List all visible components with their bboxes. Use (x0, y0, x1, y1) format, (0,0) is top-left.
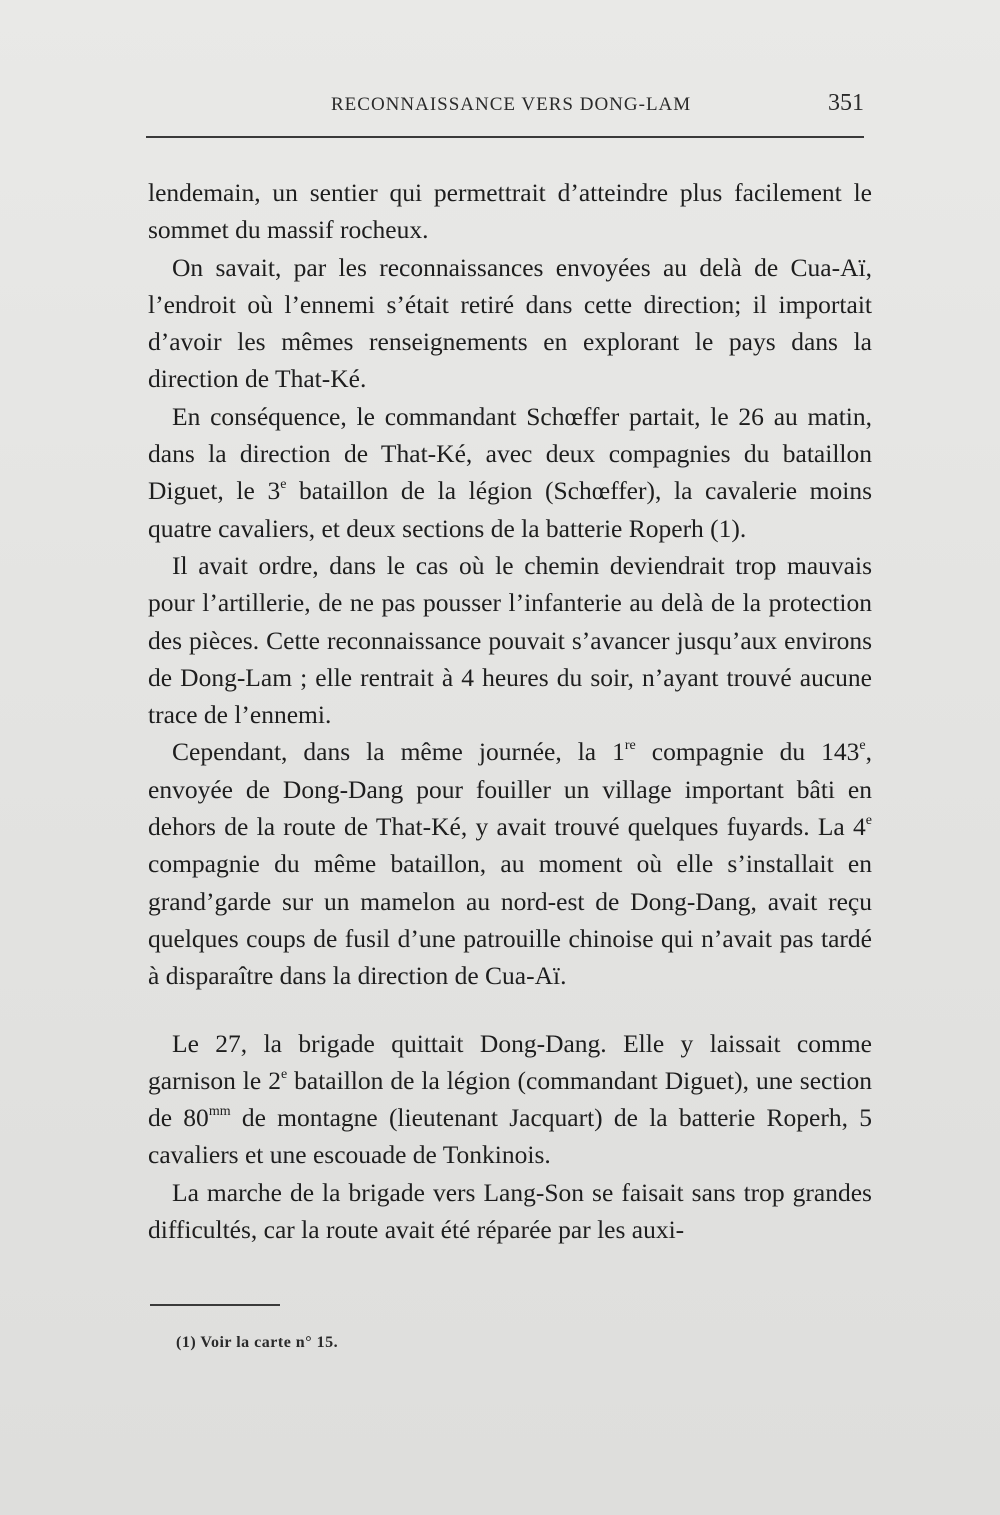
paragraph (148, 1025, 872, 1174)
superscript: e (865, 813, 872, 829)
text-run: En conséquence, le commandant Schœffer partait, le 26 au matin, dans la direction de That-Ké, avec deux compagnies du bataillon Diguet, le 3 (148, 401, 872, 506)
paragraph: La marche de la brigade vers Lang-Son se faisait sans trop grandes difficultés, car la route avait été réparée par les auxi- (148, 1177, 872, 1245)
text-run: Le 27, la brigade quittait Dong-Dang. Elle y laissait comme garnison le 2 (148, 1028, 872, 1095)
footnote-rule (150, 1304, 280, 1306)
paragraph: lendemain, un sentier qui permettrait d’atteindre plus facilement le sommet du massif rocheux. (148, 178, 872, 245)
paragraph: On savait, par les reconnaissances envoyées au delà de Cua-Aï, l’endroit où l’ennemi s’était retiré dans cette direction; il importait d’avoir les mêmes renseignements en explorant le pays dans la direction de That-Ké. (148, 252, 872, 394)
header-rule (146, 136, 864, 138)
text-run: , envoyée de Dong-Dang pour fouiller un village important bâti en dehors de la route de That-Ké, y avait trouvé quelques fuyards. La 4 (148, 737, 872, 842)
running-header (148, 90, 864, 122)
text-run: compagnie du 143 (635, 737, 860, 767)
paragraph: Il avait ordre, dans le cas où le chemin deviendrait trop mauvais pour l’artillerie, de ne pas pousser l’infanterie au delà de la protection des pièces. Cette reconnaissance pouvait s’avancer jusqu’aux environs de Dong-Lam ; elle rentrait à 4 heures du soir, n’ayant trouvé aucune trace de l’ennemi. (148, 550, 872, 730)
superscript: e (280, 477, 287, 493)
superscript: re (624, 738, 636, 754)
footnote: (1) Voir la carte n° 15. (176, 1334, 339, 1351)
superscript: mm (208, 1104, 231, 1120)
running-title: RECONNAISSANCE VERS DONG-LAM (331, 94, 692, 115)
superscript: e (280, 1066, 288, 1082)
superscript: e (859, 738, 866, 754)
text-run: bataillon de la légion (Schœffer), la cavalerie moins quatre cavaliers, et deux sections de la batterie Roperh (1). (148, 476, 872, 543)
text-run: Cependant, dans la même journée, la 1 (172, 737, 625, 767)
paragraph (148, 398, 872, 547)
text-run: compagnie du même bataillon, au moment où elle s’installait en grand’garde sur un mamelon au nord-est de Dong-Dang, avait reçu quelques coups de fusil d’une patrouille chinoise qui n’avait pas tardé à disparaître dans la direction de Cua-Aï. (148, 849, 872, 991)
text-run: de montagne (lieutenant Jacquart) de la batterie Roperh, 5 cavaliers et une escouade de Tonkinois. (148, 1103, 872, 1170)
paragraph (148, 733, 872, 994)
text-run: bataillon de la légion (commandant Diguet), une section de 80 (148, 1065, 872, 1133)
body-text (148, 174, 872, 1248)
page-number: 351 (828, 90, 864, 116)
